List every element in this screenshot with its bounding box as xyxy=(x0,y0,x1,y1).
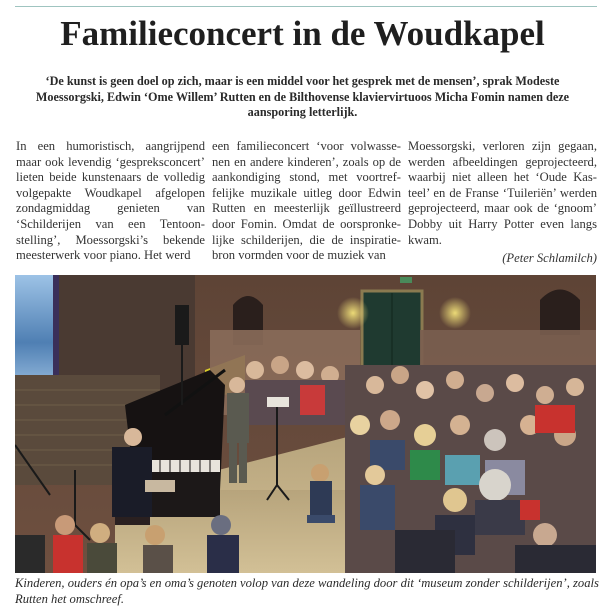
photo-caption: Kinderen, ouders én opa’s en oma’s genoten volop van deze wandeling door dit ‘museum zonder schilderijen’, zoals Rutten het omschreef. xyxy=(15,576,599,606)
top-rule xyxy=(15,6,597,7)
author-byline: (Peter Schlamilch) xyxy=(502,251,597,266)
article-lead: ‘De kunst is geen doel op zich, maar is een middel voor het gesprek met de mensen’, sprak Modeste Moessorgski, Edwin ‘Ome Willem’ Rutten en de Bilthovense klaviervirtuoos Micha Fomin namen deze aansporing letterlijk. xyxy=(35,74,570,119)
article-body xyxy=(16,139,597,267)
body-column-1 xyxy=(16,139,205,267)
article-title: Familieconcert in de Woudkapel xyxy=(60,14,545,53)
concert-photo xyxy=(15,275,596,573)
body-column-2 xyxy=(212,139,401,267)
body-column-3 xyxy=(408,139,597,267)
body-column-1-text: In een humoristisch, aangrijpend maar ook levendig ‘gespreksconcert’ lieten beide kunstenaars de volledig volgepakte Woudkapel afgelopen zondagmiddag genieten van ‘Schilderijen van een Tentoonstelling’, Moessorgski’s bekende meesterwerk voor piano. Het werd xyxy=(16,139,205,263)
body-column-2-text: een familieconcert ‘voor volwassenen en andere kinderen’, zoals op de aankondiging stond, met voortreffelijke muzikale uitleg door Edwin Rutten en meesterlijk geïllustreerd door Fomin. Omdat de oorspronkelijke schilderijen, die de inspiratiebron vormden voor de muziek van xyxy=(212,139,401,263)
body-column-3-text: Moessorgski, verloren zijn gegaan, werden afbeeldingen geprojecteerd, waarbij niet alleen het ‘Oude Kasteel’ en de Franse ‘Tuileriën’ werden geprojecteerd, maar ook de ‘gnoom’ Dobby uit Harry Potter even langs kwam. xyxy=(408,139,597,247)
